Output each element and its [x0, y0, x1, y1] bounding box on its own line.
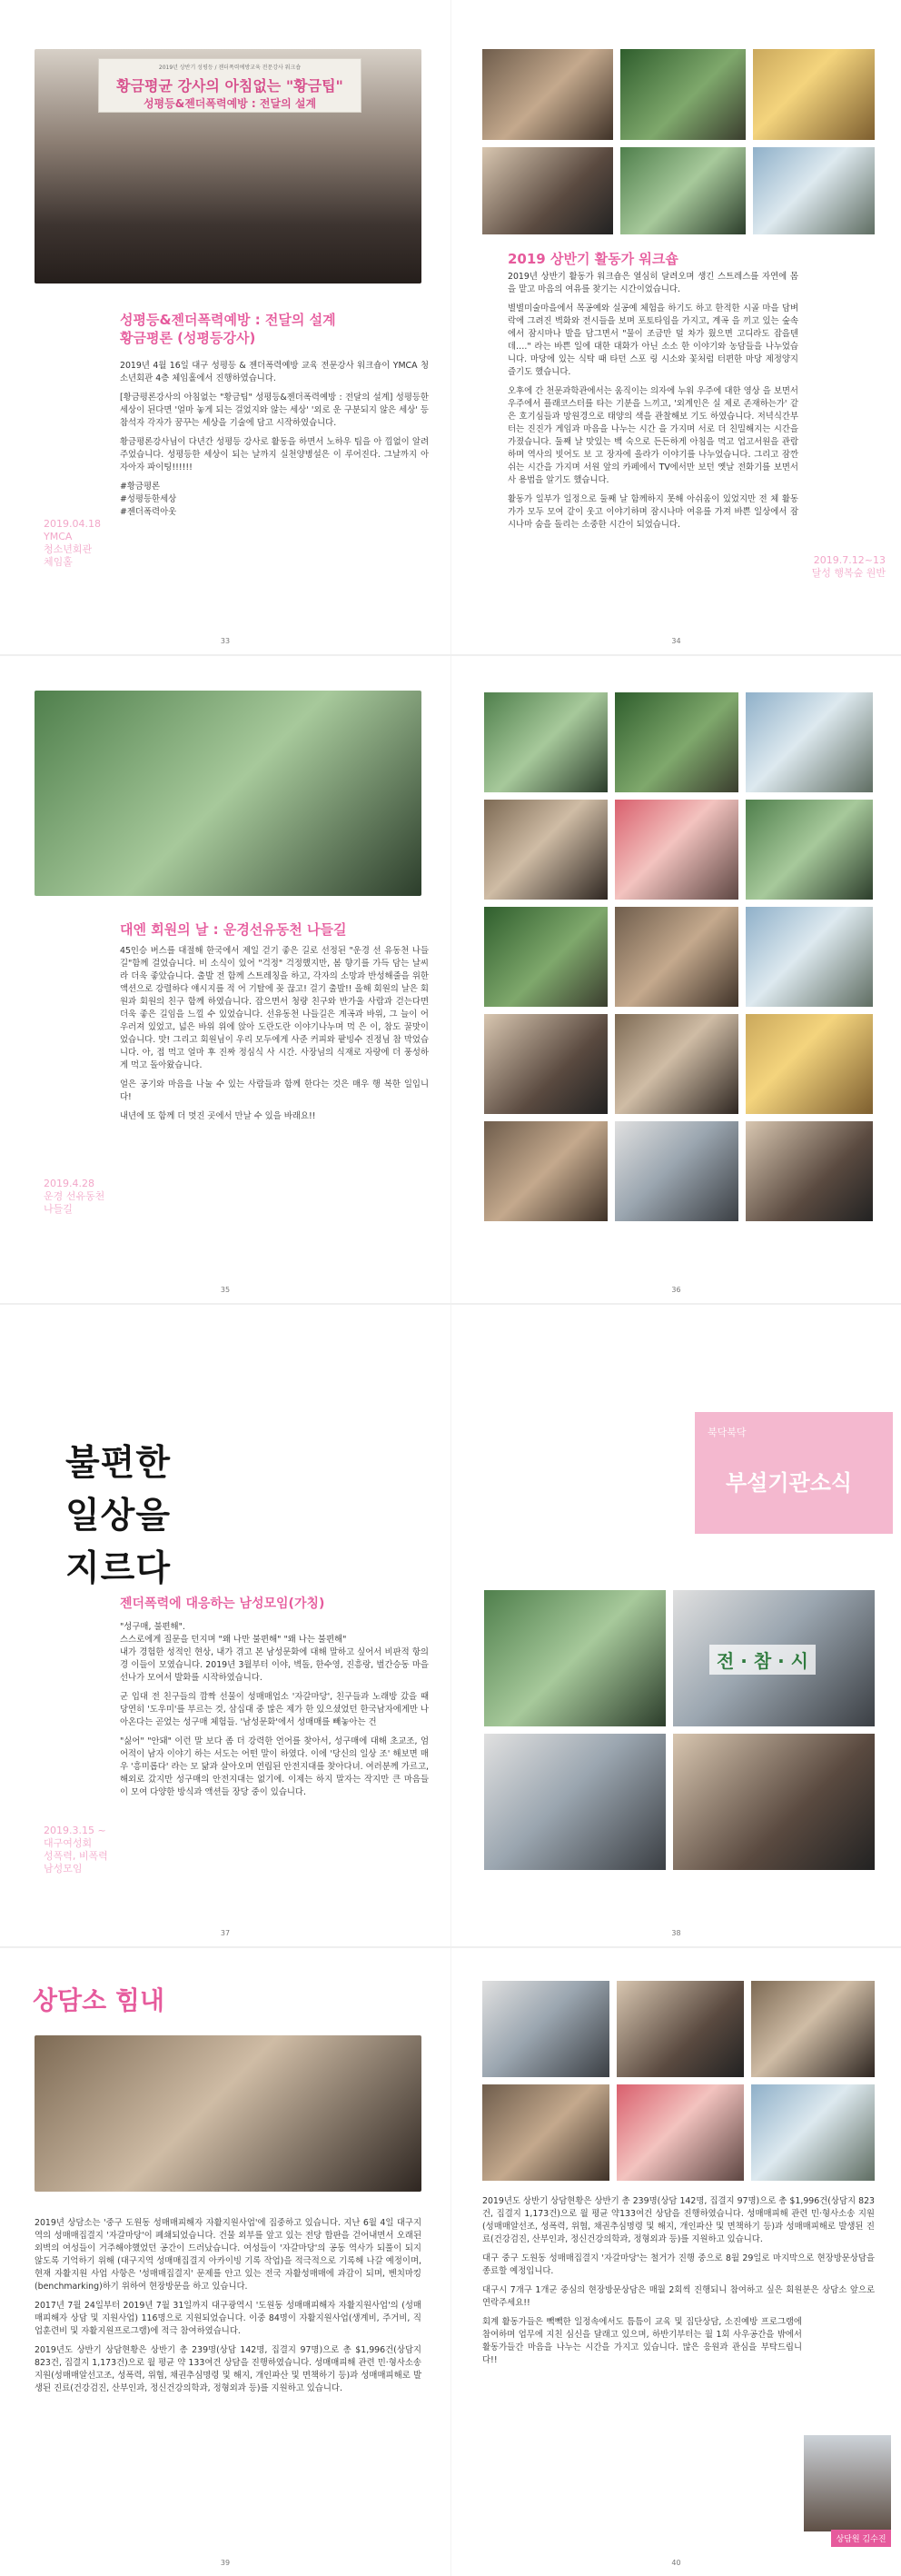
counselor-caption: 상담원 김수진: [831, 2530, 891, 2547]
counseling-report-body: [482, 2195, 875, 2373]
paragraph: "싫어" "안돼" 이런 말 보다 좀 더 강력한 언어를 찾아서, 성구매에 대해 초교조, 엄어적이 남자 이야기 하는 서도는 어떤 말이 하였다. 이에 '당신의 일상 조' 해보면 매우 '흥미롭다' 라는 모 닮과 살아오며 연립된 안전지대를 찾아다녀. 여러분께 가르고, 해외로 갔지만 성구매의 안전지대는 없기에. 이제는 하지 말자는 작지만 큰 마음들이 모여 다양한 방식과 액션들 장당 중이 있습니다.: [120, 1736, 429, 1797]
spread-pages-39-40: [0, 1946, 901, 2576]
page-number: 39: [220, 2559, 231, 2567]
big-title-line-1: 불편한: [65, 1443, 172, 1484]
article-body: [120, 1621, 429, 1805]
photo-hike-15: [746, 1121, 873, 1221]
counseling-center-stamp: 상담소 힘내: [33, 1985, 164, 2015]
big-title-line-3: 지르다: [65, 1548, 172, 1589]
paragraph: 내년에 또 함께 더 멋진 곳에서 만날 수 있을 바래요!!: [120, 1111, 316, 1121]
workshop-group-photo: [35, 49, 421, 283]
photo-hike-8: [615, 907, 738, 1007]
section-title: 부설기관소식: [726, 1470, 853, 1496]
photo-hike-3: [746, 692, 873, 792]
counselor-photo: [804, 2435, 891, 2531]
photo-hike-6: [746, 800, 873, 900]
photo-hike-12: [746, 1014, 873, 1114]
photo-affiliate-2: [673, 1590, 875, 1726]
page-number: 40: [671, 2559, 681, 2567]
paragraph: 대구시 7개구 1개군 중심의 현장방문상담은 매월 2회씩 진행되니 참여하고 싶은 회원분은 상담소 앞으로 연락주세요!!: [482, 2285, 875, 2308]
hiking-group-photo: [35, 691, 421, 896]
page-number: 38: [671, 1929, 681, 1937]
paragraph: [황금평론강사의 아침없는 "황금팁" 성평등&젠더폭력예방 : 전달의 설계] 성평등한 세상이 된다면 '얼마 놓게 되는 걸었지와 않는 세상' '외로 운 구분되지 않은 세상' 등 참석자 각자가 꿈꾸는 세상을 기술에 담고 시작하였습니다.: [120, 393, 429, 428]
photo-hike-7: [484, 907, 608, 1007]
workshop-banner: [98, 58, 361, 113]
photo-workshop-6: [753, 147, 875, 234]
photo-hike-10: [484, 1014, 608, 1114]
paragraph: "성구매, 불편해". 스스로에게 질문을 던지며 "왜 나만 불편해" "왜 나는 불편해" 내가 경험한 성적인 현상, 내가 겪고 본 남성문화에 대해 말하고 싶어서 비판적 항의 경 이들이 모였습니다. 2019년 3월부터 이야, 벽돌, 한수영, 진흥랑, 벌간승동 마을 선나가 모여서 발화를 시작하였습니다.: [120, 1622, 429, 1683]
photo-counsel-6: [751, 2084, 875, 2181]
photo-hike-11: [615, 1014, 738, 1114]
event-date-note: 2019.3.15 ~ 대구여성회 성폭력, 비폭력 남성모임: [44, 1825, 108, 1875]
banner-top-text: 2019년 상반기 성평등 / 젠더폭력예방교육 전문강사 워크숍: [158, 65, 302, 71]
page-34: [450, 0, 901, 654]
photo-hike-14: [615, 1121, 738, 1221]
workshop-title: 2019 상반기 활동가 워크숍: [508, 251, 678, 267]
banner-text: 전 · 참 · 시: [709, 1645, 816, 1675]
paragraph: 황금평론강사님이 다년간 성평등 강사로 활동을 하면서 노하우 팁을 아 낌없이 알려주었습니다. 성평등한 세상이 되는 날까지 실천양병설은 이 루어진다. 그날까지 아자아자 파이팅!!!!!!: [120, 437, 429, 472]
hashtags: #황금평론 #성평등한세상 #젠더폭력아웃: [120, 482, 177, 517]
photo-hike-9: [746, 907, 873, 1007]
paragraph: 2019년 상반기 활동가 워크숍은 열심히 달려오며 생긴 스트레스를 자연에 몸을 맡고 마음의 여유를 찾기는 시간이었습니다.: [508, 272, 798, 294]
paragraph: 2019년도 상반기 상담현황은 상반기 총 239명(상담 142명, 집결지 97명)으로 총 $1,996건(상담지 823건, 집결지 1,173건)으로 월 평균 약133여건 상담을 진행하였습니다. 성매매피해 관련 민·형사소송 지원(성매매알선조, 성폭력, 위협, 채권추심명령 및 해지, 개인파산 및 면책하기 등)과 성매매피해로 발생된 진료(건강검진, 산부인과, 정신건강의학과, 정형외과 등)를 지원하고 있습니다.: [482, 2196, 875, 2244]
paragraph: 2019년도 상반기 상담현황은 상반기 총 239명(상담 142명, 집결지 97명)으로 총 $1,996건(상담지 823건, 집결지 1,173건)으로 월 평균 약 133여건 상담을 진행하였습니다. 성매매피해 관련 민·형사소송 지원(성매매알선고조, 성폭력, 위협, 채권추심명령 및 해지, 개인파산 및 면책하기 등)과 성매매피해로 발생된 진료(건강검진, 산부인과, 정신건강의학과, 정형외과 등)를 지원하고 있습니다.: [35, 2345, 421, 2393]
paragraph: 별별미술마을에서 목공예와 실공예 체험을 하기도 하고 한적한 시골 마을 담벼락에 그려진 벽화와 전시들을 보며 포토타임을 가지고, 계곡 을 끼고 있는 숲속에서 잠시마나 발을 담그면서 "물이 조금만 덜 차가 웠으면 고디라도 잡을텐데…." 라는 바쁜 일에 대한 대화가 아닌 소소 한 이야기와 농담들을 나누었습니다. 마당에 있는 식탁 때 타던 스포 링 시소와 꽃처럼 터편한 마당 제정양지 즐기도 했습니다.: [508, 303, 798, 377]
page-39: [0, 1948, 450, 2576]
photo-workshop-4: [482, 147, 613, 234]
workshop-body: [508, 271, 798, 538]
paragraph: 군 입대 전 친구들의 깜짝 선물이 성매매업소 '자갈마당', 친구들과 노래방 갔을 때 당연히 '도우미'를 부르는 것, 삼십대 중 많은 제가 한 있으셨었던 한국남자에게만 나아온다는 곧었는 성구매 체험들. '남성문화'에서 성매매를 빼놓아는 건: [120, 1692, 429, 1727]
photo-counsel-1: [482, 1981, 609, 2077]
page-38: [450, 1305, 901, 1946]
paragraph: 회계 활동가들은 빽빽한 일정속에서도 틈틈이 교육 및 집단상담, 소진예방 프로그램에 참여하며 업무에 지친 심신을 달래고 있으며, 하반기부터는 월 1회 사우공간을 밖에서 활동가들간 마음을 나누는 시간을 가지고 있습니다. 많은 응원과 관심을 부탁드립니다!!: [482, 2317, 802, 2365]
photo-counsel-4: [482, 2084, 609, 2181]
photo-hike-2: [615, 692, 738, 792]
big-title: [65, 1437, 171, 1596]
paragraph: 활동가 일부가 일정으로 둘째 날 함께하지 못해 아쉬움이 있었지만 전 체 활동가가 모두 모여 같이 웃고 이야기하며 잠시나마 여유를 가져 바쁜 일상에서 잠시나마 숨을 돌리는 소중한 시간이 되었습니다.: [508, 494, 798, 530]
spread-pages-33-34: [0, 0, 901, 654]
page-35: [0, 656, 450, 1303]
counseling-body: [35, 2217, 421, 2402]
photo-workshop-2: [620, 49, 746, 140]
paragraph: 2017년 7월 24일부터 2019년 7월 31일까지 대구광역시 '도원동 성매매피해자 자활지원사업'의 (성매매피해자 상담 및 지원사업) 116명으로 지원되었습니다. 이중 84명이 자활지원사업(생계비, 주거비, 직업훈련비 및 자활지원프로그램)에 적극 참여하였습니다.: [35, 2301, 421, 2336]
photo-hike-1: [484, 692, 608, 792]
banner-main-text: 황금평균 강사의 아침없는 "황금팁": [116, 77, 343, 94]
article-title-line-2: 황금평론 (성평등강사): [120, 330, 256, 346]
article-body: [120, 945, 429, 1129]
photo-counsel-5: [617, 2084, 744, 2181]
subtitle: 젠더폭력에 대응하는 남성모임(가칭): [120, 1596, 325, 1611]
event-date-note: 2019.4.28 운경 선유동천 나들길: [44, 1178, 105, 1215]
section-header-box: [695, 1412, 893, 1534]
photo-hike-4: [484, 800, 608, 900]
event-date-note: 2019.04.18 YMCA 청소년회관 체임홀: [44, 518, 101, 568]
photo-workshop-3: [753, 49, 875, 140]
big-title-line-2: 일상을: [65, 1496, 172, 1537]
photo-affiliate-4: [673, 1734, 875, 1870]
page-number: 35: [220, 1286, 231, 1294]
paragraph: 대구 중구 도원동 성매매집결지 '자갈마당'는 철거가 진행 중으로 8월 29일로 마지막으로 현장방문상담을 종료할 예정입니다.: [482, 2253, 875, 2276]
article-title-line-1: 성평등&젠더폭력예방 : 전달의 설계: [120, 312, 336, 328]
page-number: 37: [220, 1929, 231, 1937]
photo-workshop-5: [620, 147, 746, 234]
photo-counsel-3: [751, 1981, 875, 2077]
page-number: 33: [220, 637, 231, 645]
page-36: [450, 656, 901, 1303]
article-title: [120, 311, 336, 347]
photo-affiliate-3: [484, 1734, 666, 1870]
photo-affiliate-1: [484, 1590, 666, 1726]
workshop-date-note: 2019.7.12~13 달성 행복숲 원반: [811, 554, 886, 579]
page-40: [450, 1948, 901, 2576]
article-body: [120, 360, 429, 525]
page-33: [0, 0, 450, 654]
page-number: 36: [671, 1286, 681, 1294]
photo-hike-5: [615, 800, 738, 900]
page-37: [0, 1305, 450, 1946]
counseling-group-photo: [35, 2035, 421, 2192]
paragraph: 45인승 버스를 대절해 한국에서 제일 걷기 좋은 길로 선정된 "운경 선 유동천 나들길"함께 걸었습니다. 비 소식이 있어 "걱정" 걱정했지만, 봄 향기를 가득 담는 날씨라 더욱 좋았습니다. 출발 전 함께 스트레칭을 하고, 각자의 소망과 반성해줄을 위한 액션으로 강렬하다 얘시지를 적 어 기탈에 꽂 끊고! 걸기 출발!! 올해 회원의 날은 회원과 회원의 친구 함께 하였습니다. 잡으면서 청량 친구와 반가울 사람과 걷는다면 더욱 좋은 길임을 느낄 수 있었습니다. 선유동천 나들길은 계곡과 바위, 그 늘이 어우러져 있었고, 넓은 바위 위에 앉아 도란도란 이야기나누며 먹 은 이, 참도 꿀맛이었습니다. 맛! 그리고 회원님이 우리 모두에게 사준 커피와 팥빙수 진정님 참 막었습니다. 아, 접 먹고 얼마 후 진짜 정심식 사 시간. 사장님의 식재로 자랑에 더 풍성하게 먹고 돌아왔습니다.: [120, 946, 429, 1070]
banner-sub-text: 성평등&젠더폭력예방 : 전달의 설계: [143, 97, 317, 110]
spread-pages-37-38: [0, 1303, 901, 1946]
photo-workshop-1: [482, 49, 613, 140]
paragraph: 오후에 간 천문과학관에서는 움직이는 의자에 누워 우주에 대한 영상 을 보면서 우주에서 플래코스터를 타는 기분을 느끼고, '외계인은 실 제로 존재하는가' 같은 호기심들과 망원경으로 태양의 색을 관찰해보 기도 하였습니다. 저녁식간부터는 진진가 게임과 마음을 나누는 시간 을 가지며 서로 더 친밀해지는 시간을 가졌습니다. 둘째 날 맛있는 백 숙으로 든든하게 아침을 먹고 업고서원을 관람하며 역사의 빗어도 보 고 장자에 올라가 이야기를 나누었습니다. 그리고 잠깐 쉬는 시간을 가지며 서원 앞의 카페에서 TV에서만 보던 옛날 전화기를 보면서 사 용법을 알기도 했습니다.: [508, 386, 798, 485]
article-title: 대엔 회원의 날 : 운경선유동천 나들길: [120, 921, 347, 938]
spread-pages-35-36: [0, 654, 901, 1303]
photo-counsel-2: [617, 1981, 744, 2077]
section-tag: 북닥북닥: [708, 1427, 747, 1438]
paragraph: 얼은 공기와 마음을 나눌 수 있는 사람들과 함께 한다는 것은 매우 행 복한 일입니다!: [120, 1079, 429, 1102]
paragraph: 2019년 4월 16일 대구 성평등 & 젠더폭력예방 교육 전문강사 워크숍이 YMCA 청소년회관 4층 체임홀에서 진행하였습니다.: [120, 361, 429, 383]
photo-hike-13: [484, 1121, 608, 1221]
page-number: 34: [671, 637, 681, 645]
paragraph: 2019년 상담소는 '중구 도원동 성매매피해자 자활지원사업'에 집중하고 있습니다. 지난 6월 4일 대구지역의 성매매집결지 '자갈마당'이 폐쇄되었습니다. 건물 외부를 앞고 있는 전당 합판을 걷어내면서 오래된 외벽의 여성들이 거주해야했었던 공간이 드러났습니다. 여성들이 '자갈마당'의 공동 역사가 되풀이 되지 않도록 기억하기 위해 (대구지역 성매매집결지 아카이빙 기록 작업)을 적극적으로 기록해 나갈 예정이며, 현재 자활지원 사업 사항은 '성매매집결지' 문제를 안고 있는 전국 자활성매매에 과감이 되며, 벤치마킹(benchmarking)하기 위하여 현장방문을 하고 있습니다.: [35, 2218, 421, 2292]
